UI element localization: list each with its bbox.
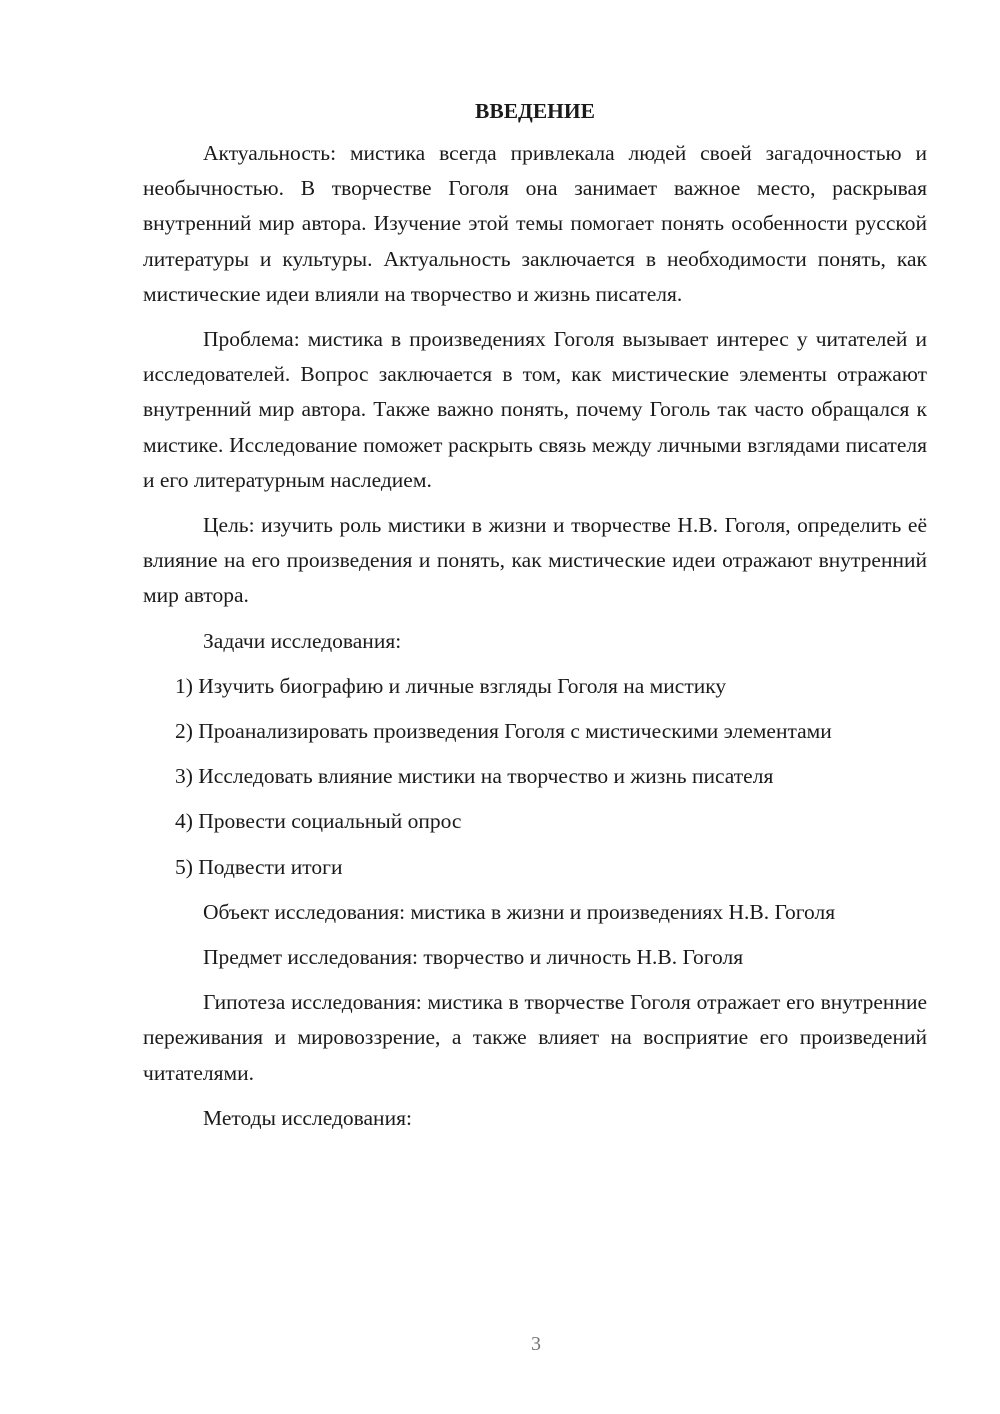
document-page (143, 96, 927, 1146)
task-item-2: 2) Проанализировать произведения Гоголя с мистическими элементами (175, 719, 832, 744)
relevance-paragraph: Актуальность: мистика всегда привлекала людей своей загадочностью и необычностью. В творчестве Гоголя она занимает важное место, раскрывая внутренний мир автора. Изучение этой темы помогает понять особенности русской литературы и культуры. Актуальность заключается в необходимости понять, как мистические идеи влияли на творчество и жизнь писателя. (143, 141, 927, 306)
goal-paragraph: Цель: изучить роль мистики в жизни и творчестве Н.В. Гоголя, определить её влияние на его произведения и понять, как мистические идеи отражают внутренний мир автора. (143, 513, 927, 608)
subject-paragraph: Предмет исследования: творчество и личность Н.В. Гоголя (203, 945, 744, 970)
object-paragraph: Объект исследования: мистика в жизни и произведениях Н.В. Гоголя (203, 899, 836, 924)
page-number: 3 (531, 1333, 541, 1355)
task-item-5: 5) Подвести итоги (175, 854, 343, 879)
hypothesis-paragraph: Гипотеза исследования: мистика в творчестве Гоголя отражает его внутренние переживания и мировоззрение, а также влияет на восприятие его произведений читателями. (143, 990, 927, 1085)
problem-paragraph: Проблема: мистика в произведениях Гоголя вызывает интерес у читателей и исследователей. Вопрос заключается в том, как мистические элементы отражают внутренний мир автора. Также важно понять, почему Гоголь так часто обращался к мистике. Исследование поможет раскрыть связь между личными взглядами писателя и его литературным наследием. (143, 327, 927, 492)
task-item-1: 1) Изучить биографию и личные взгляды Гоголя на мистику (175, 673, 727, 698)
task-item-3: 3) Исследовать влияние мистики на творчество и жизнь писателя (175, 764, 774, 789)
page-title: ВВЕДЕНИЕ (475, 99, 595, 123)
tasks-heading: Задачи исследования: (203, 628, 402, 653)
task-item-4: 4) Провести социальный опрос (175, 809, 462, 834)
methods-heading: Методы исследования: (203, 1105, 412, 1130)
